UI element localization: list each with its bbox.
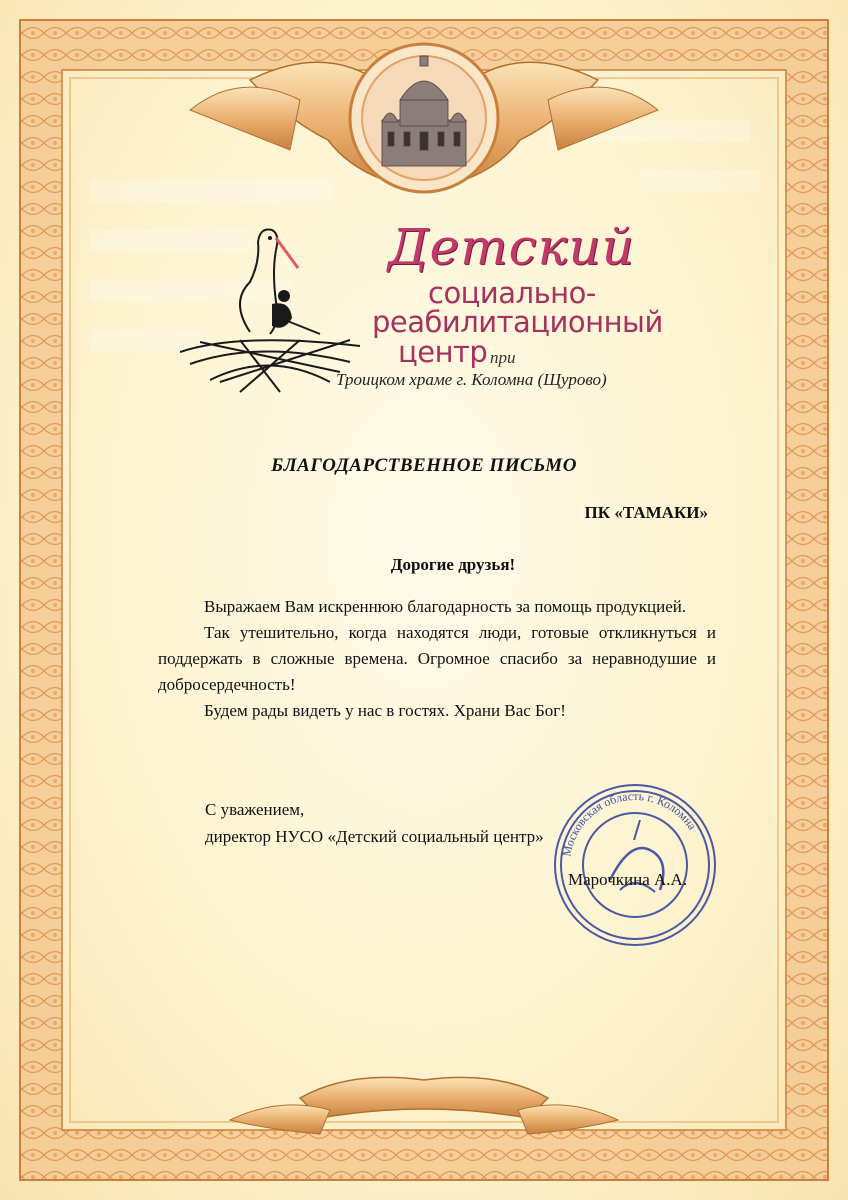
logo-title: Детский [388, 218, 635, 276]
seal-text: Московская область г. Коломна [559, 788, 700, 858]
body-paragraph: Будем рады видеть у нас в гостях. Храни Вас Бог! [204, 701, 566, 720]
letter-recipient: ПК «ТАМАКИ» [584, 503, 708, 522]
logo-line-2: реабилитационный [372, 305, 663, 339]
logo-line-1: социально- [428, 276, 596, 310]
logo-church: Троицком храме г. Коломна (Щурово) [336, 370, 607, 389]
closing-regards: С уважением, [205, 800, 305, 819]
logo-pri: при [490, 348, 516, 367]
closing-position: директор НУСО «Детский социальный центр» [205, 827, 544, 846]
svg-text:Московская область г. Коломна [560, 789, 700, 858]
body-paragraph: Выражаем Вам искреннюю благодарность за помощь продукцией. [204, 597, 687, 616]
letter-greeting: Дорогие друзья! [390, 555, 516, 574]
logo-line-3: центр [398, 335, 488, 369]
official-seal [550, 780, 720, 950]
letter-body [158, 594, 716, 724]
signature-name: Марочкина А.А. [568, 870, 688, 889]
body-paragraph: Так утешительно, когда находятся люди, готовые откликнуться и поддержать в сложные времена. Огромное спасибо за неравнодушие и добросердечность! [158, 623, 716, 694]
letter-title: БЛАГОДАРСТВЕННОЕ ПИСЬМО [271, 455, 577, 476]
letter-closing [205, 796, 544, 850]
